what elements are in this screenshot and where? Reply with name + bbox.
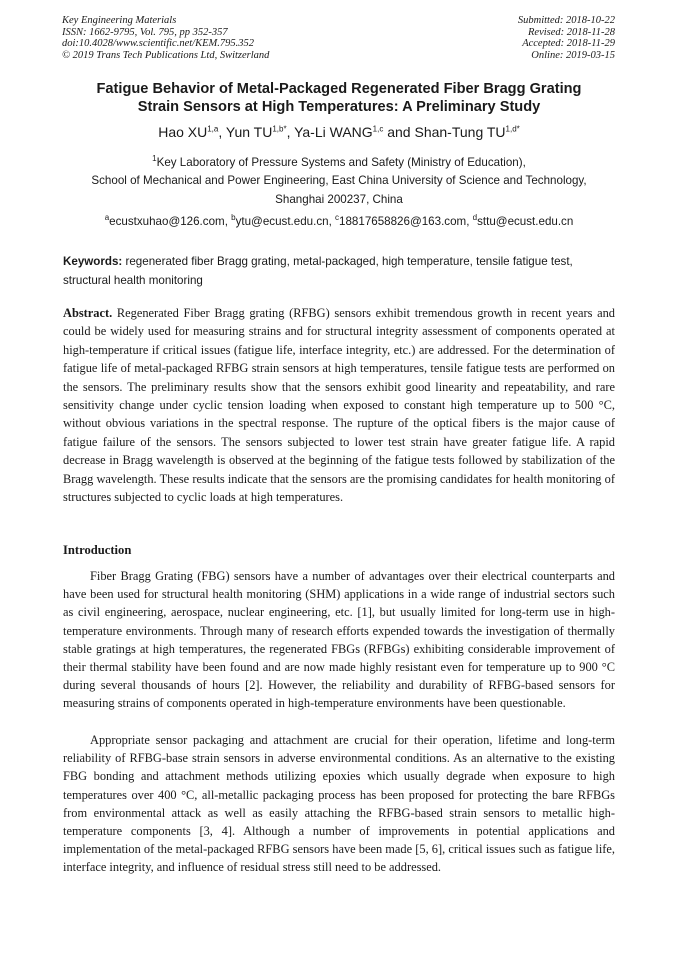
author-name: Shan-Tung TU <box>414 124 506 140</box>
email-mark: d <box>472 213 478 223</box>
abstract-label: Abstract. <box>63 306 113 320</box>
affiliation-line-3: Shanghai 200237, China <box>275 192 403 206</box>
doi-line: doi:10.4028/www.scientific.net/KEM.795.352 <box>62 38 254 50</box>
copyright-line: © 2019 Trans Tech Publications Ltd, Switzerland <box>62 49 270 61</box>
accepted-date: Accepted: 2018-11-29 <box>522 38 615 50</box>
keywords-label: Keywords: <box>63 255 123 268</box>
affiliation-mark: 1 <box>152 154 157 164</box>
author-name: Yun TU <box>225 124 273 140</box>
revised-date: Revised: 2018-11-28 <box>528 26 615 38</box>
email-address: ytu@ecust.edu.cn <box>235 215 329 228</box>
title-line-2: Strain Sensors at High Temperatures: A Preliminary Study <box>137 99 541 115</box>
keywords-text: regenerated fiber Bragg grating, metal-packaged, high temperature, tensile fatigue test, structural health monitoring <box>63 255 573 287</box>
author-separator: and <box>383 124 415 140</box>
submission-dates <box>518 15 615 61</box>
keywords <box>63 253 615 290</box>
paper-title <box>40 80 638 116</box>
email-mark: a <box>104 213 110 223</box>
intro-paragraph-2: Appropriate sensor packaging and attachment are crucial for their operation, lifetime and long-term reliability of RFBG-base strain sensors in adverse environmental conditions. As an alternative to the existing FBG bonding and attachment methods utilizing epoxies which usually degrade when exposure to high temperatures over 400 °C, all-metallic packaging process has been proposed for protecting the bare RFBGs from environmental attack as well as easily attaching the RFBG-based strain sensors to metallic high-temperature components [3, 4]. Although a number of improvements in potential applications and implementation of the metal-packaged RFBG sensors have been made [5, 6], critical issues such as fatigue life, interface integrity, and influence of residual stress still need to be addressed. <box>63 733 615 875</box>
email-mark: b <box>231 213 236 223</box>
author-separator: , <box>286 124 295 140</box>
author-emails <box>40 214 638 229</box>
email-separator: , <box>328 215 336 228</box>
abstract-text: Regenerated Fiber Bragg grating (RFBG) sensors exhibit tremendous growth in recent years and could be widely used for measuring strains and for structural integrity assessment of components operated at high-temperature if critical issues (fatigue life, interface integrity, etc.) are addressed. For the determination of fatigue life of metal-packaged RFBG strain sensors at high temperatures, tensile fatigue tests are performed on the sensors. The preliminary results show that the sensors exhibit good linearity and repeatability, and rare sensitivity change under cyclic tension loading when exposed to constant high temperature up to 500 °C, without obvious variations in the spectral response. The rupture of the optical fibers is the major cause of fatigue failure of the sensors. The sensors subjected to lower test strain have greater fatigue life. A rapid decrease in Bragg wavelength is observed at the beginning of the fatigue tests followed by stabilization of the Bragg wavelength. These results indicate that the sensors are the promising candidates for health monitoring of structures subjected to cyclic loads at high temperatures. <box>63 306 615 505</box>
email-address: sttu@ecust.edu.cn <box>477 215 574 228</box>
author-affil-mark: 1,b* <box>272 124 287 134</box>
issn-line: ISSN: 1662-9795, Vol. 795, pp 352-357 <box>62 26 228 38</box>
section-heading-introduction: Introduction <box>63 543 132 557</box>
author-affil-mark: 1,c <box>372 124 384 134</box>
author-name: Hao XU <box>158 124 208 140</box>
email-address: 18817658826@163.com <box>339 215 467 228</box>
email-address: ecustxuhao@126.com <box>109 215 225 228</box>
title-line-1: Fatigue Behavior of Metal-Packaged Regenerated Fiber Bragg Grating <box>96 81 582 97</box>
intro-paragraph-1: Fiber Bragg Grating (FBG) sensors have a number of advantages over their electrical counterparts and have been used for structural health monitoring (SHM) applications in a wide range of industrial sectors such as civil engineering, aerospace, nuclear engineering, etc. [1], but usually limited for long-term use in high-temperature environments. Through many of research efforts expended towards the investigation of thermally stable gratings at high temperatures, the regenerated FBGs (RFBGs) exhibiting considerable improvement of their thermal stability have been found and are now made highly resistant even for temperature up to 900 °C during several thousands of hours [2]. However, the reliability and durability of RFBG-based sensors for measuring strains of components operated in high-temperature environments have been questionable. <box>63 569 615 711</box>
email-separator: , <box>466 215 473 228</box>
journal-info <box>62 15 269 61</box>
affiliation-line-2: School of Mechanical and Power Engineering, East China University of Science and Technology, <box>91 174 587 188</box>
author-list <box>40 123 638 141</box>
author-name: Ya-Li WANG <box>294 124 373 140</box>
email-separator: , <box>224 215 232 228</box>
affiliation <box>40 154 638 209</box>
journal-name: Key Engineering Materials <box>62 15 177 26</box>
email-mark: c <box>335 213 340 223</box>
affiliation-line-1: Key Laboratory of Pressure Systems and Safety (Ministry of Education), <box>156 156 526 169</box>
author-separator: , <box>218 124 226 140</box>
author-affil-mark: 1,a <box>207 124 219 134</box>
submitted-date: Submitted: 2018-10-22 <box>517 15 615 26</box>
online-date: Online: 2019-03-15 <box>531 49 615 61</box>
abstract <box>63 304 615 506</box>
author-affil-mark: 1,d* <box>505 124 520 134</box>
